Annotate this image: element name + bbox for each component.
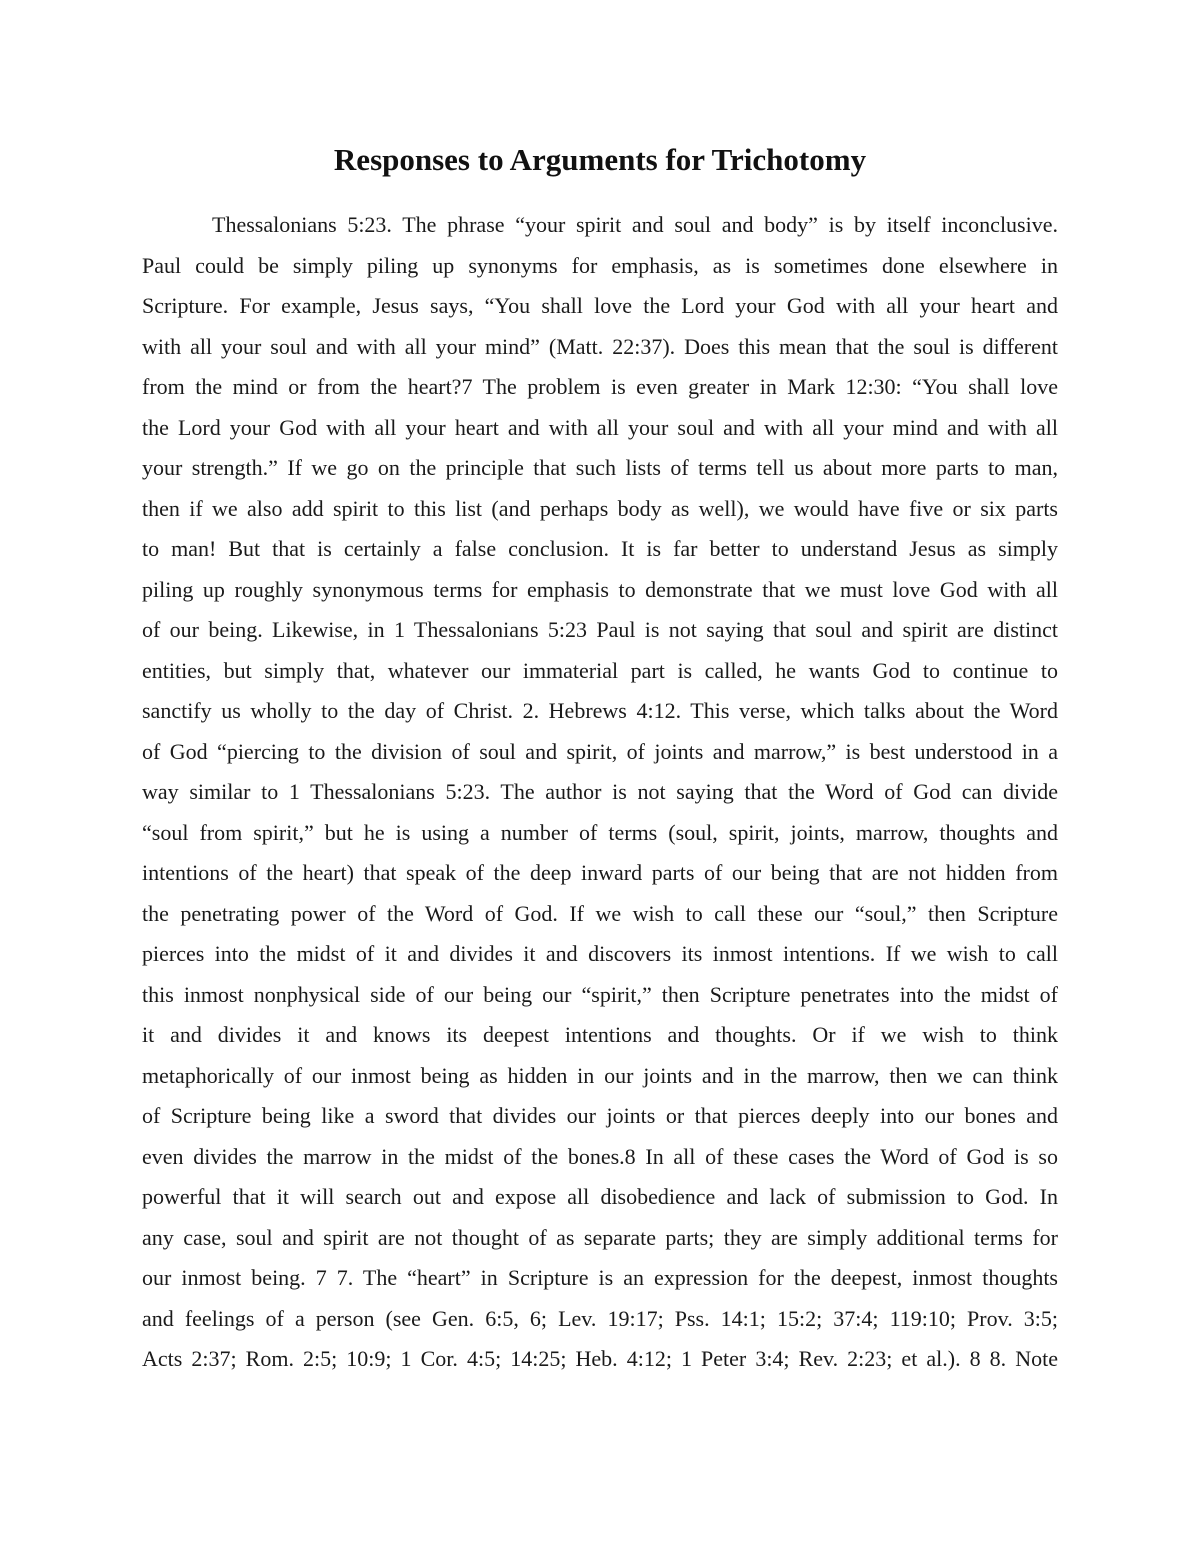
text-line: sanctify us wholly to the day of Christ. 2. Hebrews 4:12. This verse, which talks about the Word	[142, 698, 1058, 723]
text-line: intentions of the heart) that speak of the deep inward parts of our being that are not hidden from	[142, 860, 1058, 885]
text-line: to man! But that is certainly a false conclusion. It is far better to understand Jesus as simply	[142, 536, 1058, 561]
text-line: entities, but simply that, whatever our immaterial part is called, he wants God to continue to	[142, 657, 1058, 683]
text-line: this inmost nonphysical side of our being our “spirit,” then Scripture penetrates into the midst of	[142, 981, 1058, 1007]
text-line: Scripture. For example, Jesus says, “You shall love the Lord your God with all your heart and	[142, 293, 1058, 318]
text-line: and feelings of a person (see Gen. 6:5, 6; Lev. 19:17; Pss. 14:1; 15:2; 37:4; 119:10; Prov. 3:5;	[142, 1305, 1058, 1331]
text-line: the penetrating power of the Word of God. If we wish to call these our “soul,” then Scripture	[142, 900, 1058, 926]
text-line: piling up roughly synonymous terms for emphasis to demonstrate that we must love God with all	[142, 576, 1058, 602]
text-line: the Lord your God with all your heart and with all your soul and with all your mind and with all	[142, 414, 1058, 440]
text-line: metaphorically of our inmost being as hidden in our joints and in the marrow, then we can think	[142, 1062, 1058, 1088]
document-title: Responses to Arguments for Trichotomy	[333, 142, 867, 177]
text-line: it and divides it and knows its deepest intentions and thoughts. Or if we wish to think	[142, 1022, 1058, 1047]
text-line: our inmost being. 7 7. The “heart” in Scripture is an expression for the deepest, inmost thoughts	[142, 1265, 1058, 1290]
text-line: Acts 2:37; Rom. 2:5; 10:9; 1 Cor. 4:5; 14:25; Heb. 4:12; 1 Peter 3:4; Rev. 2:23; et al.). 8 8. Note	[142, 1346, 1058, 1371]
text-line: then if we also add spirit to this list (and perhaps body as well), we would have five or six parts	[142, 495, 1058, 521]
text-line: from the mind or from the heart?7 The problem is even greater in Mark 12:30: “You shall love	[142, 374, 1058, 399]
text-line: powerful that it will search out and expose all disobedience and lack of submission to God. In	[142, 1184, 1058, 1209]
text-line: your strength.” If we go on the principle that such lists of terms tell us about more parts to man,	[142, 455, 1058, 480]
body-paragraph	[142, 205, 1058, 1380]
text-line: Paul could be simply piling up synonyms for emphasis, as is sometimes done elsewhere in	[142, 252, 1058, 278]
text-line: with all your soul and with all your mind” (Matt. 22:37). Does this mean that the soul is different	[142, 333, 1058, 359]
text-line: any case, soul and spirit are not thought of as separate parts; they are simply additional terms for	[142, 1224, 1058, 1250]
text-line: even divides the marrow in the midst of the bones.8 In all of these cases the Word of God is so	[142, 1143, 1058, 1169]
text-line: Thessalonians 5:23. The phrase “your spirit and soul and body” is by itself inconclusive.	[212, 212, 1058, 237]
text-line: of Scripture being like a sword that divides our joints or that pierces deeply into our bones and	[142, 1103, 1058, 1128]
text-line: of our being. Likewise, in 1 Thessalonians 5:23 Paul is not saying that soul and spirit are distinct	[142, 617, 1058, 642]
text-line: of God “piercing to the division of soul and spirit, of joints and marrow,” is best understood in a	[142, 738, 1058, 764]
text-line: “soul from spirit,” but he is using a number of terms (soul, spirit, joints, marrow, thoughts and	[142, 819, 1058, 845]
text-line: pierces into the midst of it and divides it and discovers its inmost intentions. If we wish to call	[142, 941, 1058, 966]
text-line: way similar to 1 Thessalonians 5:23. The author is not saying that the Word of God can divide	[142, 779, 1058, 804]
